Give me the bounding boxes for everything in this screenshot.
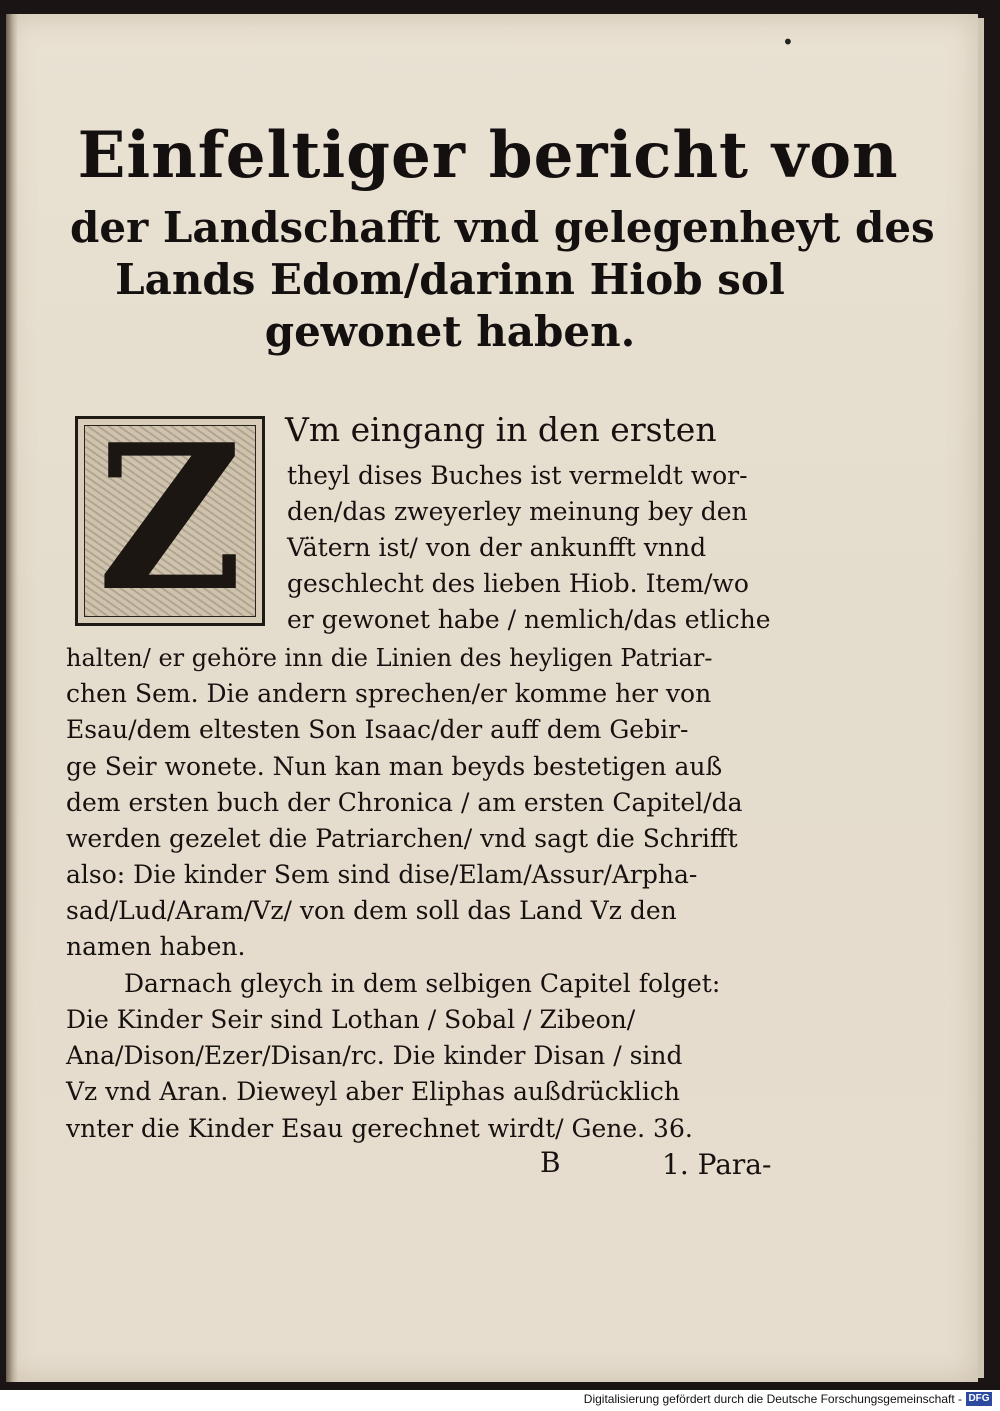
catchword: 1. Para- [662, 1148, 772, 1181]
body-line-7: halten/ er gehöre inn die Linien des heyligen Patriar- [66, 644, 713, 672]
body-line-19: Vz vnd Aran. Dieweyl aber Eliphas außdrücklich [66, 1077, 680, 1106]
body-line-17: Die Kinder Seir sind Lothan / Sobal / Zibeon/ [66, 1005, 636, 1034]
body-line-1: Vm eingang in den ersten [285, 410, 717, 449]
body-line-14: sad/Lud/Aram/Vz/ von dem soll das Land Vz den [66, 896, 677, 925]
body-line-15: namen haben. [66, 932, 246, 961]
title-line-2: der Landschafft vnd gelegenheyt des [70, 203, 935, 252]
body-line-2: theyl dises Buches ist vermeldt wor- [287, 461, 748, 490]
body-line-4: Vätern ist/ von der ankunfft vnnd [287, 533, 707, 562]
body-line-18: Ana/Dison/Ezer/Disan/rc. Die kinder Disan / sind [66, 1041, 683, 1070]
signature-mark: B [540, 1146, 561, 1179]
decorated-initial [75, 416, 265, 626]
dfg-logo: DFG [966, 1392, 992, 1406]
book-spine [6, 14, 18, 1382]
title-line-4: gewonet haben. [264, 307, 636, 356]
footer-bar [0, 1390, 1000, 1411]
title-line-3: Lands Edom/darinn Hiob sol [115, 255, 785, 304]
page-edge [978, 18, 984, 1378]
body-line-9: Esau/dem eltesten Son Isaac/der auff dem Gebir- [66, 715, 689, 744]
footer-credit: Digitalisierung gefördert durch die Deutsche Forschungsgemeinschaft - [583, 1392, 962, 1406]
initial-letter: Z [97, 416, 243, 626]
body-line-6: er gewonet habe / nemlich/das etliche [287, 605, 771, 634]
title-line-1: Einfeltiger bericht von [77, 118, 899, 193]
body-line-8: chen Sem. Die andern sprechen/er komme her von [66, 679, 712, 708]
body-line-12: werden gezelet die Patriarchen/ vnd sagt die Schrifft [66, 824, 738, 853]
body-line-10: ge Seir wonete. Nun kan man beyds bestetigen auß [66, 752, 723, 781]
corner-mark: • [782, 30, 794, 54]
page-title [70, 110, 935, 358]
body-line-16: Darnach gleych in dem selbigen Capitel folget: [124, 969, 721, 998]
body-line-20: vnter die Kinder Esau gerechnet wirdt/ Gene. 36. [66, 1114, 693, 1143]
body-line-11: dem ersten buch der Chronica / am ersten Capitel/da [66, 788, 743, 817]
body-line-3: den/das zweyerley meinung bey den [287, 497, 748, 526]
body-line-5: geschlecht des lieben Hiob. Item/wo [287, 569, 749, 598]
body-line-13: also: Die kinder Sem sind dise/Elam/Assur/Arpha- [66, 860, 698, 889]
